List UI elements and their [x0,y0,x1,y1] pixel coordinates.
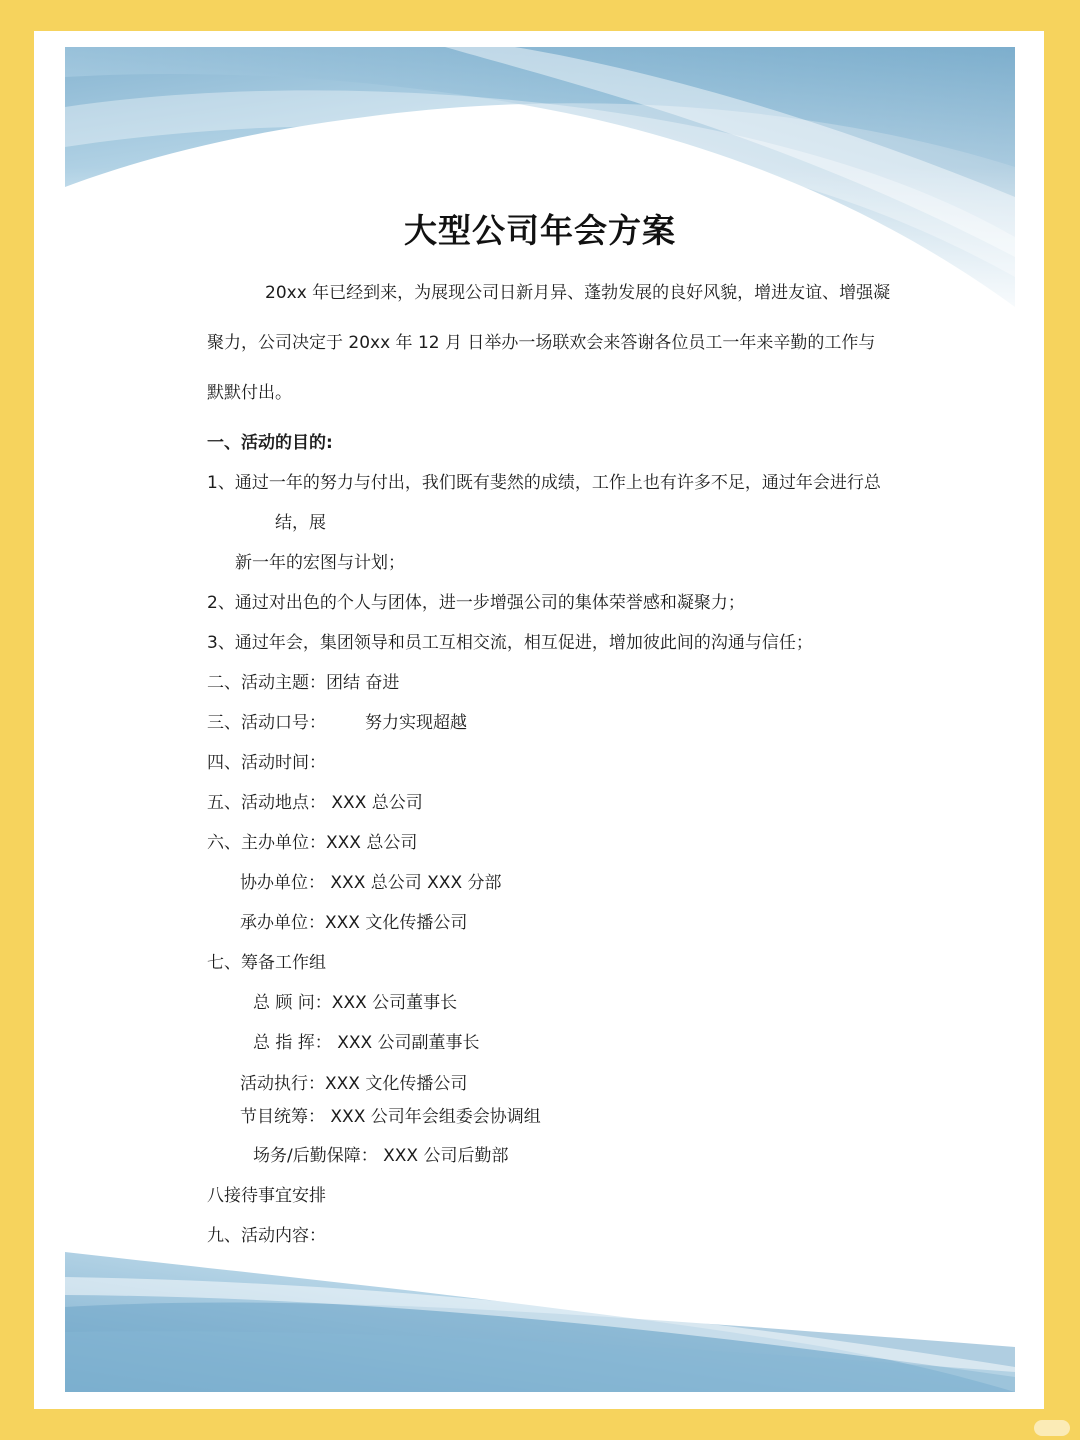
section-5-location: 五、活动地点： XXX 总公司 [207,793,423,813]
section-1-heading: 一、活动的目的: [207,433,333,453]
executor: 活动执行：XXX 文化传播公司 [240,1074,468,1094]
section-6-host: 六、主办单位：XXX 总公司 [207,833,418,853]
section-4-time: 四、活动时间： [207,753,326,773]
purpose-item-3: 3、通过年会，集团领导和员工互相交流，相互促进，增加彼此间的沟通与信任； [207,633,813,653]
section-7-heading: 七、筹备工作组 [207,953,326,973]
watermark-badge [1034,1420,1070,1436]
purpose-item-1-cont: 结，展 [275,513,326,533]
purpose-item-1-cont2: 新一年的宏图与计划； [235,553,405,573]
section-9-content: 九、活动内容： [207,1226,326,1246]
section-8-reception: 八接待事宜安排 [207,1186,326,1206]
section-3-slogan-label: 三、活动口号： [207,713,326,733]
logistics: 场务/后勤保障： XXX 公司后勤部 [253,1146,509,1166]
intro-line-2: 聚力，公司决定于 20xx 年 12 月 日举办一场联欢会来答谢各位员工一年来辛勤的工作与 [207,333,876,353]
purpose-item-2: 2、通过对出色的个人与团体，进一步增强公司的集体荣誉感和凝聚力； [207,593,745,613]
co-organizer: 协办单位： XXX 总公司 XXX 分部 [240,873,502,893]
program-coordinator: 节目统筹： XXX 公司年会组委会协调组 [240,1107,541,1127]
advisor: 总 顾 问：XXX 公司董事长 [253,993,458,1013]
purpose-item-1: 1、通过一年的努力与付出，我们既有斐然的成绩，工作上也有许多不足，通过年会进行总 [207,473,881,493]
document-title: 大型公司年会方案 [404,211,676,250]
intro-line-1: 20xx 年已经到来，为展现公司日新月异、蓬勃发展的良好风貌，增进友谊、增强凝 [265,283,891,303]
intro-line-3: 默默付出。 [207,383,292,403]
commander: 总 指 挥： XXX 公司副董事长 [253,1033,480,1053]
section-2-theme: 二、活动主题：团结 奋进 [207,673,400,693]
document-page [65,47,1015,1392]
organizer: 承办单位：XXX 文化传播公司 [240,913,468,933]
section-3-slogan-value: 努力实现超越 [365,713,467,733]
